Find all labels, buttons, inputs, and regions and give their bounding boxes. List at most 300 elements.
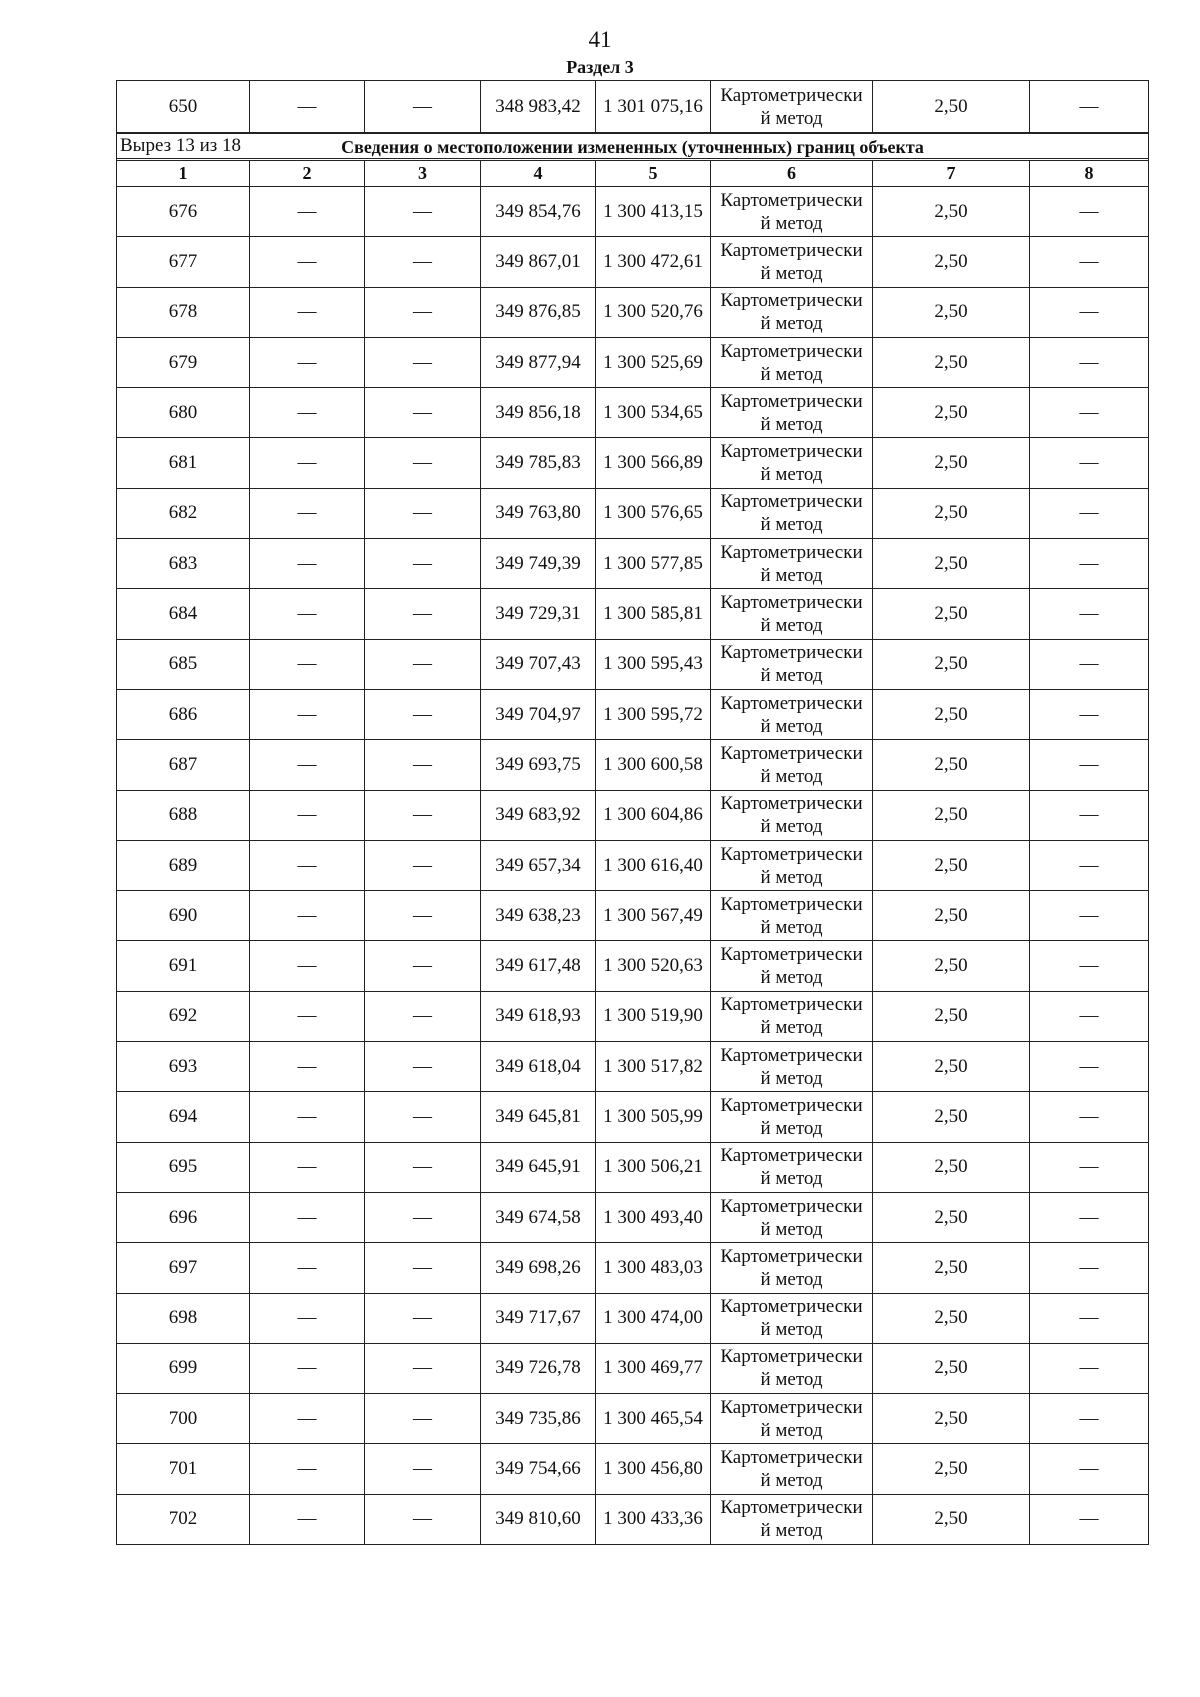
point-number-cell: 698 — [117, 1293, 250, 1343]
method-line1: Картометрически — [720, 1346, 863, 1368]
column-number: 2 — [250, 161, 365, 187]
point-number-cell: 677 — [117, 237, 250, 287]
column-number: 4 — [481, 161, 596, 187]
table-row — [117, 941, 1149, 991]
table-row — [117, 790, 1149, 840]
method-cell — [711, 991, 873, 1041]
method-line1: Картометрически — [720, 1296, 863, 1318]
accuracy-cell: 2,50 — [873, 790, 1030, 840]
method-line2: й метод — [760, 615, 823, 637]
accuracy-cell: 2,50 — [873, 891, 1030, 941]
method-cell — [711, 1142, 873, 1192]
table-heading-row — [117, 134, 1149, 161]
dash-cell: — — [1030, 639, 1149, 689]
dash-cell: — — [250, 1142, 365, 1192]
method-line2: й метод — [760, 1168, 823, 1190]
coordinate-x-cell: 349 717,67 — [481, 1293, 596, 1343]
point-number-cell: 679 — [117, 337, 250, 387]
method-line1: Картометрически — [720, 1396, 863, 1418]
dash-cell: — — [365, 1042, 481, 1092]
coordinate-y-cell: 1 300 483,03 — [596, 1243, 711, 1293]
coordinate-x-cell: 349 810,60 — [481, 1494, 596, 1544]
dash-cell: — — [1030, 539, 1149, 589]
dash-cell: — — [365, 1243, 481, 1293]
dash-cell: — — [1030, 1293, 1149, 1343]
method-line1: Картометрически — [720, 642, 863, 664]
dash-cell: — — [1030, 1092, 1149, 1142]
dash-cell: — — [365, 1142, 481, 1192]
dash-cell: — — [1030, 81, 1149, 133]
method-cell — [711, 1192, 873, 1242]
coordinate-y-cell: 1 300 456,80 — [596, 1444, 711, 1494]
method-cell — [711, 891, 873, 941]
coordinate-x-cell: 348 983,42 — [481, 81, 596, 133]
dash-cell: — — [1030, 790, 1149, 840]
dash-cell: — — [250, 1394, 365, 1444]
dash-cell: — — [365, 187, 481, 237]
dash-cell: — — [365, 740, 481, 790]
coordinate-x-cell: 349 754,66 — [481, 1444, 596, 1494]
coordinate-y-cell: 1 300 595,43 — [596, 639, 711, 689]
point-number-cell: 683 — [117, 539, 250, 589]
coordinate-y-cell: 1 300 517,82 — [596, 1042, 711, 1092]
coordinate-y-cell: 1 300 433,36 — [596, 1494, 711, 1544]
method-line2: й метод — [760, 1369, 823, 1391]
dash-cell: — — [250, 1343, 365, 1393]
dash-cell: — — [1030, 991, 1149, 1041]
dash-cell: — — [365, 1293, 481, 1343]
coordinate-y-cell: 1 300 567,49 — [596, 891, 711, 941]
dash-cell: — — [365, 337, 481, 387]
table-row — [117, 1293, 1149, 1343]
cut-label: Вырез 13 из 18 — [117, 133, 1149, 160]
table-row — [117, 488, 1149, 538]
method-line2: й метод — [760, 1067, 823, 1089]
coordinate-y-cell: 1 300 534,65 — [596, 388, 711, 438]
dash-cell: — — [365, 438, 481, 488]
method-line1: Картометрически — [720, 541, 863, 563]
point-number-cell: 702 — [117, 1494, 250, 1544]
method-line1: Картометрически — [720, 290, 863, 312]
dash-cell: — — [1030, 941, 1149, 991]
coordinate-y-cell: 1 300 576,65 — [596, 488, 711, 538]
method-cell — [711, 689, 873, 739]
method-line1: Картометрически — [720, 491, 863, 513]
dash-cell: — — [1030, 1343, 1149, 1393]
accuracy-cell: 2,50 — [873, 589, 1030, 639]
dash-cell: — — [250, 81, 365, 133]
coordinate-y-cell: 1 300 472,61 — [596, 237, 711, 287]
point-number-cell: 691 — [117, 941, 250, 991]
point-number-cell: 688 — [117, 790, 250, 840]
method-cell — [711, 1494, 873, 1544]
coordinate-x-cell: 349 856,18 — [481, 388, 596, 438]
table-row — [117, 438, 1149, 488]
point-number-cell: 682 — [117, 488, 250, 538]
coordinate-y-cell: 1 300 525,69 — [596, 337, 711, 387]
method-line1: Картометрически — [720, 390, 863, 412]
method-line1: Картометрически — [720, 84, 863, 106]
method-line2: й метод — [760, 866, 823, 888]
dash-cell: — — [1030, 1192, 1149, 1242]
point-number-cell: 676 — [117, 187, 250, 237]
coordinate-x-cell: 349 618,93 — [481, 991, 596, 1041]
coordinate-x-cell: 349 617,48 — [481, 941, 596, 991]
accuracy-cell: 2,50 — [873, 639, 1030, 689]
dash-cell: — — [365, 589, 481, 639]
table-row — [117, 1494, 1149, 1544]
coordinate-x-cell: 349 876,85 — [481, 287, 596, 337]
method-cell — [711, 539, 873, 589]
coordinate-x-cell: 349 707,43 — [481, 639, 596, 689]
method-line2: й метод — [760, 313, 823, 335]
dash-cell: — — [1030, 187, 1149, 237]
table-row — [117, 891, 1149, 941]
accuracy-cell: 2,50 — [873, 337, 1030, 387]
column-number: 8 — [1030, 161, 1149, 187]
point-number-cell: 699 — [117, 1343, 250, 1393]
table-row — [117, 1142, 1149, 1192]
dash-cell: — — [365, 689, 481, 739]
method-line2: й метод — [760, 564, 823, 586]
dash-cell: — — [365, 1343, 481, 1393]
method-line2: й метод — [760, 665, 823, 687]
coordinate-y-cell: 1 300 413,15 — [596, 187, 711, 237]
column-number: 1 — [117, 161, 250, 187]
point-number-cell: 687 — [117, 740, 250, 790]
point-number-cell: 701 — [117, 1444, 250, 1494]
table-row — [117, 388, 1149, 438]
coordinate-x-cell: 349 618,04 — [481, 1042, 596, 1092]
method-line2: й метод — [760, 967, 823, 989]
point-number-cell: 681 — [117, 438, 250, 488]
dash-cell: — — [250, 1042, 365, 1092]
dash-cell: — — [1030, 589, 1149, 639]
method-cell — [711, 1343, 873, 1393]
dash-cell: — — [250, 1444, 365, 1494]
coordinate-y-cell: 1 300 616,40 — [596, 840, 711, 890]
table-row — [117, 1042, 1149, 1092]
accuracy-cell: 2,50 — [873, 488, 1030, 538]
coordinate-y-cell: 1 300 566,89 — [596, 438, 711, 488]
accuracy-cell: 2,50 — [873, 388, 1030, 438]
table-row — [117, 991, 1149, 1041]
method-cell — [711, 1293, 873, 1343]
method-line2: й метод — [760, 1117, 823, 1139]
point-number-cell: 695 — [117, 1142, 250, 1192]
method-line2: й метод — [760, 413, 823, 435]
dash-cell: — — [1030, 337, 1149, 387]
column-number: 5 — [596, 161, 711, 187]
coordinate-x-cell: 349 683,92 — [481, 790, 596, 840]
method-line2: й метод — [760, 107, 823, 129]
method-cell — [711, 388, 873, 438]
table-row — [117, 639, 1149, 689]
dash-cell: — — [1030, 891, 1149, 941]
coordinate-y-cell: 1 300 585,81 — [596, 589, 711, 639]
method-cell — [711, 81, 873, 133]
dash-cell: — — [1030, 840, 1149, 890]
method-cell — [711, 187, 873, 237]
accuracy-cell: 2,50 — [873, 991, 1030, 1041]
method-cell — [711, 589, 873, 639]
dash-cell: — — [250, 840, 365, 890]
dash-cell: — — [250, 740, 365, 790]
method-line1: Картометрически — [720, 441, 863, 463]
method-line1: Картометрически — [720, 1245, 863, 1267]
dash-cell: — — [365, 1444, 481, 1494]
dash-cell: — — [1030, 1142, 1149, 1192]
table-row — [117, 1243, 1149, 1293]
table-row — [117, 539, 1149, 589]
accuracy-cell: 2,50 — [873, 237, 1030, 287]
method-cell — [711, 1042, 873, 1092]
accuracy-cell: 2,50 — [873, 187, 1030, 237]
accuracy-cell: 2,50 — [873, 1243, 1030, 1293]
coordinate-x-cell: 349 704,97 — [481, 689, 596, 739]
coordinate-x-cell: 349 867,01 — [481, 237, 596, 287]
dash-cell: — — [250, 287, 365, 337]
method-line1: Картометрически — [720, 994, 863, 1016]
dash-cell: — — [365, 1494, 481, 1544]
method-cell — [711, 1444, 873, 1494]
method-line1: Картометрически — [720, 592, 863, 614]
table-row — [117, 1092, 1149, 1142]
dash-cell: — — [365, 891, 481, 941]
table-row — [117, 740, 1149, 790]
dash-cell: — — [1030, 1444, 1149, 1494]
method-line1: Картометрически — [720, 1497, 863, 1519]
method-line1: Картометрически — [720, 340, 863, 362]
accuracy-cell: 2,50 — [873, 1293, 1030, 1343]
dash-cell: — — [365, 941, 481, 991]
dash-cell: — — [250, 941, 365, 991]
coordinate-x-cell: 349 749,39 — [481, 539, 596, 589]
method-line1: Картометрически — [720, 793, 863, 815]
dash-cell: — — [250, 790, 365, 840]
dash-cell: — — [1030, 287, 1149, 337]
dash-cell: — — [250, 337, 365, 387]
coordinate-y-cell: 1 300 469,77 — [596, 1343, 711, 1393]
accuracy-cell: 2,50 — [873, 1343, 1030, 1393]
method-line2: й метод — [760, 1218, 823, 1240]
method-line2: й метод — [760, 262, 823, 284]
coordinate-y-cell: 1 300 505,99 — [596, 1092, 711, 1142]
method-line1: Картометрически — [720, 189, 863, 211]
method-cell — [711, 237, 873, 287]
method-cell — [711, 740, 873, 790]
coordinate-x-cell: 349 693,75 — [481, 740, 596, 790]
dash-cell: — — [365, 1394, 481, 1444]
column-number: 3 — [365, 161, 481, 187]
method-cell — [711, 1243, 873, 1293]
accuracy-cell: 2,50 — [873, 1192, 1030, 1242]
coordinate-x-cell: 349 698,26 — [481, 1243, 596, 1293]
method-cell — [711, 1394, 873, 1444]
coordinate-x-cell: 349 638,23 — [481, 891, 596, 941]
table-row — [117, 1343, 1149, 1393]
accuracy-cell: 2,50 — [873, 1092, 1030, 1142]
table-row — [117, 840, 1149, 890]
coordinate-y-cell: 1 300 474,00 — [596, 1293, 711, 1343]
page-number: 41 — [588, 27, 612, 52]
method-cell — [711, 287, 873, 337]
table-row — [117, 689, 1149, 739]
dash-cell: — — [1030, 1494, 1149, 1544]
method-cell — [711, 941, 873, 991]
dash-cell: — — [1030, 388, 1149, 438]
accuracy-cell: 2,50 — [873, 287, 1030, 337]
dash-cell: — — [1030, 1042, 1149, 1092]
dash-cell: — — [1030, 438, 1149, 488]
method-cell — [711, 1092, 873, 1142]
point-number-cell: 694 — [117, 1092, 250, 1142]
accuracy-cell: 2,50 — [873, 539, 1030, 589]
method-line2: й метод — [760, 1520, 823, 1542]
accuracy-cell: 2,50 — [873, 1142, 1030, 1192]
coordinate-x-cell: 349 735,86 — [481, 1394, 596, 1444]
accuracy-cell: 2,50 — [873, 81, 1030, 133]
method-line2: й метод — [760, 514, 823, 536]
dash-cell: — — [250, 539, 365, 589]
method-line2: й метод — [760, 363, 823, 385]
boundary-table — [116, 133, 1149, 1545]
table-row — [117, 589, 1149, 639]
coordinate-y-cell: 1 300 520,63 — [596, 941, 711, 991]
dash-cell: — — [365, 237, 481, 287]
method-line1: Картометрически — [720, 1044, 863, 1066]
point-number-cell: 678 — [117, 287, 250, 337]
method-line2: й метод — [760, 464, 823, 486]
dash-cell: — — [250, 639, 365, 689]
accuracy-cell: 2,50 — [873, 1394, 1030, 1444]
accuracy-cell: 2,50 — [873, 689, 1030, 739]
dash-cell: — — [1030, 689, 1149, 739]
dash-cell: — — [250, 1192, 365, 1242]
point-number-cell: 684 — [117, 589, 250, 639]
method-line2: й метод — [760, 1470, 823, 1492]
dash-cell: — — [365, 1192, 481, 1242]
coordinate-x-cell: 349 854,76 — [481, 187, 596, 237]
point-number-cell: 696 — [117, 1192, 250, 1242]
dash-cell: — — [1030, 237, 1149, 287]
dash-cell: — — [365, 388, 481, 438]
method-cell — [711, 639, 873, 689]
dash-cell: — — [1030, 1243, 1149, 1293]
column-number: 6 — [711, 161, 873, 187]
dash-cell: — — [250, 237, 365, 287]
dash-cell: — — [365, 790, 481, 840]
point-number-cell: 690 — [117, 891, 250, 941]
coordinate-x-cell: 349 645,91 — [481, 1142, 596, 1192]
method-line2: й метод — [760, 715, 823, 737]
coordinate-y-cell: 1 301 075,16 — [596, 81, 711, 133]
accuracy-cell: 2,50 — [873, 740, 1030, 790]
table-row — [117, 237, 1149, 287]
method-line2: й метод — [760, 765, 823, 787]
dash-cell: — — [1030, 1394, 1149, 1444]
dash-cell: — — [365, 840, 481, 890]
accuracy-cell: 2,50 — [873, 1042, 1030, 1092]
point-number-cell: 700 — [117, 1394, 250, 1444]
table-row — [117, 81, 1149, 133]
table-row — [117, 1444, 1149, 1494]
method-line2: й метод — [760, 1268, 823, 1290]
coordinate-y-cell: 1 300 604,86 — [596, 790, 711, 840]
coordinate-x-cell: 349 729,31 — [481, 589, 596, 639]
dash-cell: — — [1030, 740, 1149, 790]
dash-cell: — — [250, 1243, 365, 1293]
table-row — [117, 1192, 1149, 1242]
coordinate-y-cell: 1 300 493,40 — [596, 1192, 711, 1242]
method-line1: Картометрически — [720, 239, 863, 261]
dash-cell: — — [250, 187, 365, 237]
coordinate-x-cell: 349 785,83 — [481, 438, 596, 488]
dash-cell: — — [250, 689, 365, 739]
table-row — [117, 337, 1149, 387]
point-number-cell: 680 — [117, 388, 250, 438]
method-line2: й метод — [760, 212, 823, 234]
point-number-cell: 686 — [117, 689, 250, 739]
dash-cell: — — [250, 488, 365, 538]
method-cell — [711, 840, 873, 890]
section-title: Раздел 3 — [566, 57, 634, 77]
point-number-cell: 693 — [117, 1042, 250, 1092]
method-line1: Картометрически — [720, 1094, 863, 1116]
method-line1: Картометрически — [720, 1447, 863, 1469]
dash-cell: — — [365, 488, 481, 538]
coordinate-x-cell: 349 763,80 — [481, 488, 596, 538]
dash-cell: — — [250, 891, 365, 941]
coordinate-x-cell: 349 726,78 — [481, 1343, 596, 1393]
point-number-cell: 650 — [117, 81, 250, 133]
table-row — [117, 1394, 1149, 1444]
dash-cell: — — [365, 1092, 481, 1142]
column-number: 7 — [873, 161, 1030, 187]
column-numbers-row — [117, 161, 1149, 187]
coordinate-x-cell: 349 657,34 — [481, 840, 596, 890]
dash-cell: — — [1030, 488, 1149, 538]
coordinate-y-cell: 1 300 520,76 — [596, 287, 711, 337]
dash-cell: — — [250, 1293, 365, 1343]
table-row — [117, 187, 1149, 237]
method-line1: Картометрически — [720, 893, 863, 915]
dash-cell: — — [365, 287, 481, 337]
method-cell — [711, 438, 873, 488]
dash-cell: — — [250, 388, 365, 438]
method-line1: Картометрически — [720, 843, 863, 865]
method-line2: й метод — [760, 916, 823, 938]
method-cell — [711, 790, 873, 840]
accuracy-cell: 2,50 — [873, 1494, 1030, 1544]
method-line1: Картометрически — [720, 944, 863, 966]
point-number-cell: 697 — [117, 1243, 250, 1293]
method-line2: й метод — [760, 816, 823, 838]
dash-cell: — — [250, 589, 365, 639]
point-number-cell: 689 — [117, 840, 250, 890]
accuracy-cell: 2,50 — [873, 438, 1030, 488]
dash-cell: — — [365, 539, 481, 589]
accuracy-cell: 2,50 — [873, 941, 1030, 991]
point-number-cell: 685 — [117, 639, 250, 689]
coordinate-x-cell: 349 674,58 — [481, 1192, 596, 1242]
point-number-cell: 692 — [117, 991, 250, 1041]
method-line1: Картометрически — [720, 742, 863, 764]
coordinate-y-cell: 1 300 595,72 — [596, 689, 711, 739]
method-line2: й метод — [760, 1419, 823, 1441]
method-line1: Картометрически — [720, 692, 863, 714]
dash-cell: — — [250, 1092, 365, 1142]
